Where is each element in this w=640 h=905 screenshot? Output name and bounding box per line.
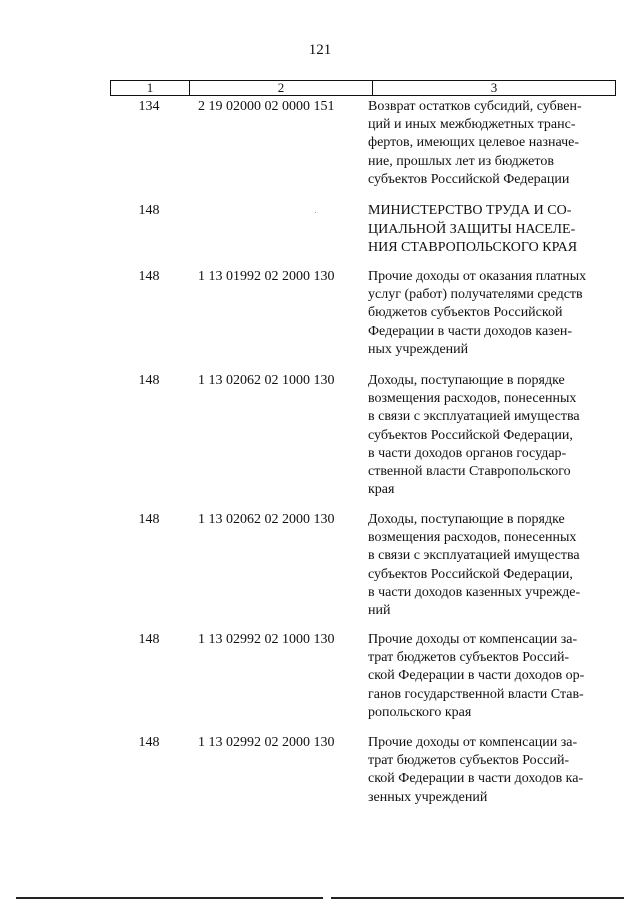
name-line: субъектов Российской Федерации, [368, 427, 573, 443]
row-kbk: 1 13 02992 02 2000 130 [198, 735, 335, 750]
name-line: Федерации в части доходов казен- [368, 323, 573, 339]
name-line: возмещения расходов, понесенных [368, 530, 577, 546]
name-line: ний [368, 603, 391, 619]
name-line: ропольского края [368, 704, 472, 720]
row-code: 148 [138, 632, 160, 647]
name-line: Доходы, поступающие в порядке [368, 512, 565, 527]
header-col-1: 1 [111, 81, 190, 96]
table-header [110, 80, 616, 96]
name-line: Доходы, поступающие в порядке [368, 373, 565, 388]
row-code: 134 [138, 99, 160, 114]
name-line: ганов государственной власти Став- [368, 686, 584, 702]
row-name [368, 98, 612, 189]
row-name [368, 372, 612, 499]
footer-rule-left [16, 897, 323, 899]
name-line: субъектов Российской Федерации [368, 171, 570, 187]
name-line: Прочие доходы от компенсации за- [368, 735, 578, 750]
name-line: ЦИАЛЬНОЙ ЗАЩИТЫ НАСЕЛЕ- [368, 221, 576, 237]
row-code: 148 [138, 735, 160, 750]
header-col-2: 2 [190, 81, 373, 96]
name-line: края [368, 482, 395, 498]
name-line: фертов, имеющих целевое назначе- [368, 135, 580, 151]
name-line: ных учреждений [368, 341, 469, 357]
name-line: в части доходов органов государ- [368, 445, 567, 461]
name-line: зенных учреждений [368, 789, 488, 805]
name-line: трат бюджетов субъектов Россий- [368, 753, 570, 769]
row-code: 148 [138, 269, 160, 284]
footer-rule-right [331, 897, 624, 899]
name-line: МИНИСТЕРСТВО ТРУДА И СО- [368, 203, 572, 218]
name-line: Прочие доходы от оказания платных [368, 269, 587, 284]
row-name [368, 734, 612, 807]
name-line: ние, прошлых лет из бюджетов [368, 153, 554, 169]
row-code: 148 [138, 512, 160, 527]
name-line: субъектов Российской Федерации, [368, 566, 573, 582]
name-line: Прочие доходы от компенсации за- [368, 632, 578, 647]
name-line: ской Федерации в части доходов ка- [368, 771, 584, 787]
row-code: 148 [138, 373, 160, 388]
row-code: 148 [138, 203, 160, 218]
name-line: в связи с эксплуатацией имущества [368, 409, 580, 425]
name-line: ций и иных межбюджетных транс- [368, 117, 576, 133]
name-line: в части доходов казенных учрежде- [368, 584, 581, 600]
scan-speck [315, 212, 316, 213]
row-kbk: 1 13 02062 02 2000 130 [198, 512, 335, 527]
name-line: бюджетов субъектов Российской [368, 305, 563, 321]
name-line: возмещения расходов, понесенных [368, 391, 577, 407]
row-name [368, 511, 612, 620]
name-line: ской Федерации в части доходов ор- [368, 668, 585, 684]
name-line: услуг (работ) получателями средств [368, 287, 583, 303]
row-name [368, 268, 612, 359]
row-kbk: 2 19 02000 02 0000 151 [198, 99, 335, 114]
page-number: 121 [308, 42, 332, 58]
row-name [368, 631, 612, 722]
row-kbk: 1 13 01992 02 2000 130 [198, 269, 335, 284]
row-kbk: 1 13 02992 02 1000 130 [198, 632, 335, 647]
name-line: НИЯ СТАВРОПОЛЬСКОГО КРАЯ [368, 240, 578, 255]
name-line: Возврат остатков субсидий, субвен- [368, 99, 582, 114]
name-line: в связи с эксплуатацией имущества [368, 548, 580, 564]
row-name [368, 202, 612, 258]
header-col-3: 3 [373, 81, 616, 96]
row-kbk: 1 13 02062 02 1000 130 [198, 373, 335, 388]
name-line: ственной власти Ставропольского [368, 464, 571, 480]
name-line: трат бюджетов субъектов Россий- [368, 650, 570, 666]
